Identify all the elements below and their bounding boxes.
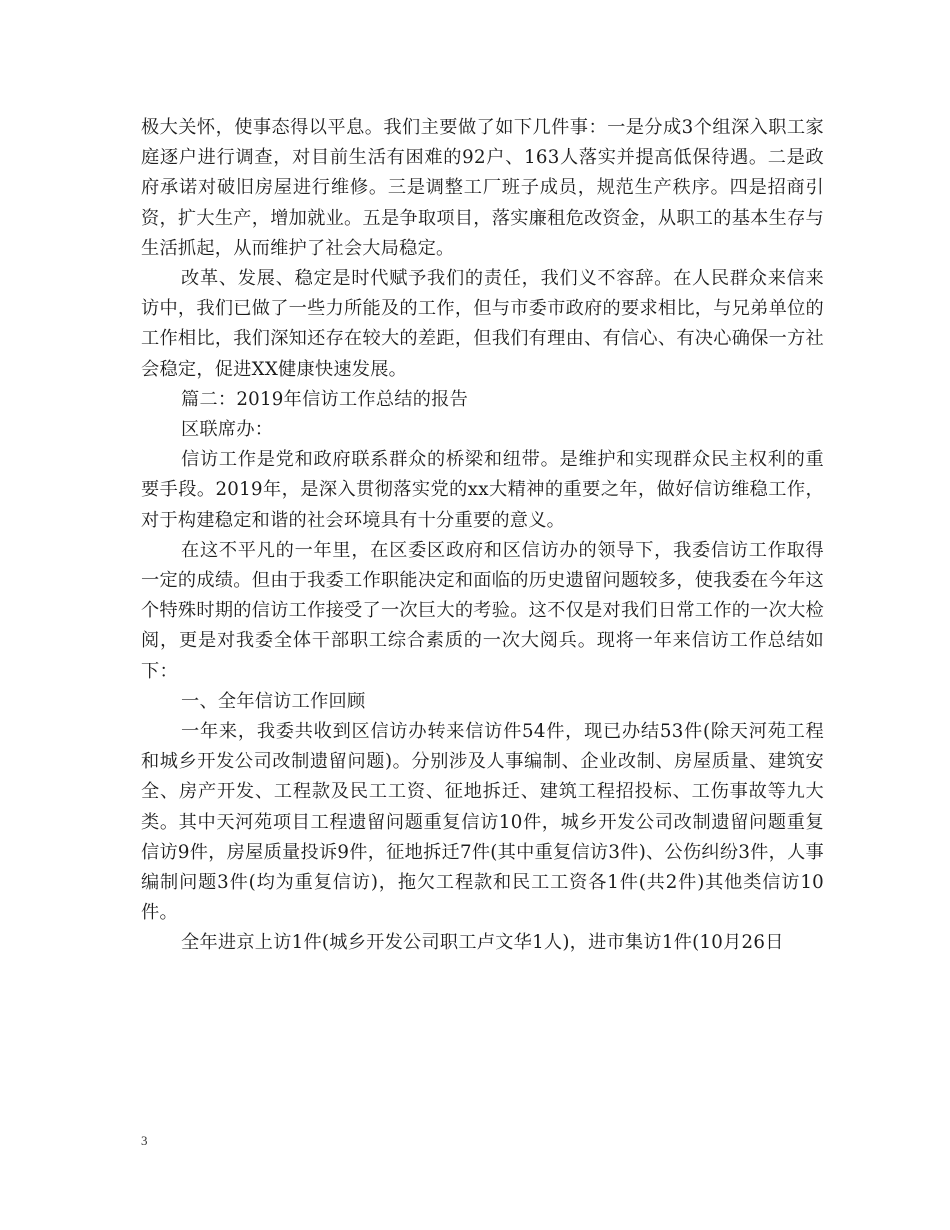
paragraph-petition-statistics: 一年来，我委共收到区信访办转来信访件54件，现已办结53件(除天河苑工程和城乡开发公司改制遗留问题)。分别涉及人事编制、企业改制、房屋质量、建筑安全、房产开发、工程款及民工工资、征地拆迁、建筑工程招投标、工伤事故等九大类。其中天河苑项目工程遗留问题重复信访10件，城乡开发公司改制遗留问题重复信访9件，房屋质量投诉9件，征地拆迁7件(其中重复信访3件)、公伤纠纷3件，人事编制问题3件(均为重复信访)，拖欠工程款和民工工资各1件(共2件)其他类信访10件。 (141, 721, 824, 924)
paragraph-year-review-intro: 在这不平凡的一年里，在区委区政府和区信访办的领导下，我委信访工作取得一定的成绩。但由于我委工作职能决定和面临的历史遗留问题较多，使我委在今年这个特殊时期的信访工作接受了一次巨大的考验。这不仅是对我们日常工作的一次大检阅，更是对我委全体干部职工综合素质的一次大阅兵。现将一年来信访工作总结如下： (141, 539, 824, 682)
salutation-line: 区联席办： (181, 419, 274, 441)
document-body (141, 113, 824, 959)
paragraph-visits-beijing-city: 全年进京上访1件(城乡开发公司职工卢文华1人)，进市集访1件(10月26日 (181, 932, 784, 954)
paragraph-reform-stability: 改革、发展、稳定是时代赋予我们的责任，我们义不容辞。在人民群众来信来访中，我们已做了一些力所能及的工作，但与市委市政府的要求相比，与兄弟单位的工作相比，我们深知还存在较大的差距，但我们有理由、有信心、有决心确保一方社会稳定，促进XX健康快速发展。 (141, 268, 824, 380)
paragraph-continuation: 极大关怀，使事态得以平息。我们主要做了如下几件事：一是分成3个组深入职工家庭逐户进行调查，对目前生活有困难的92户、163人落实并提高低保待遇。二是政府承诺对破旧房屋进行维修。三是调整工厂班子成员，规范生产秩序。四是招商引资，扩大生产，增加就业。五是争取项目，落实廉租危改资金，从职工的基本生存与生活抓起，从而维护了社会大局稳定。 (141, 117, 824, 259)
paragraph-petition-importance: 信访工作是党和政府联系群众的桥梁和纽带。是维护和实现群众民主权利的重要手段。2019年，是深入贯彻落实党的xx大精神的重要之年，做好信访维稳工作，对于构建稳定和谐的社会环境具有十分重要的意义。 (141, 449, 824, 531)
page-number: 3 (141, 1133, 148, 1148)
subheading-annual-review: 一、全年信访工作回顾 (181, 690, 366, 712)
section-heading-part-two: 篇二：2019年信访工作总结的报告 (181, 388, 469, 410)
